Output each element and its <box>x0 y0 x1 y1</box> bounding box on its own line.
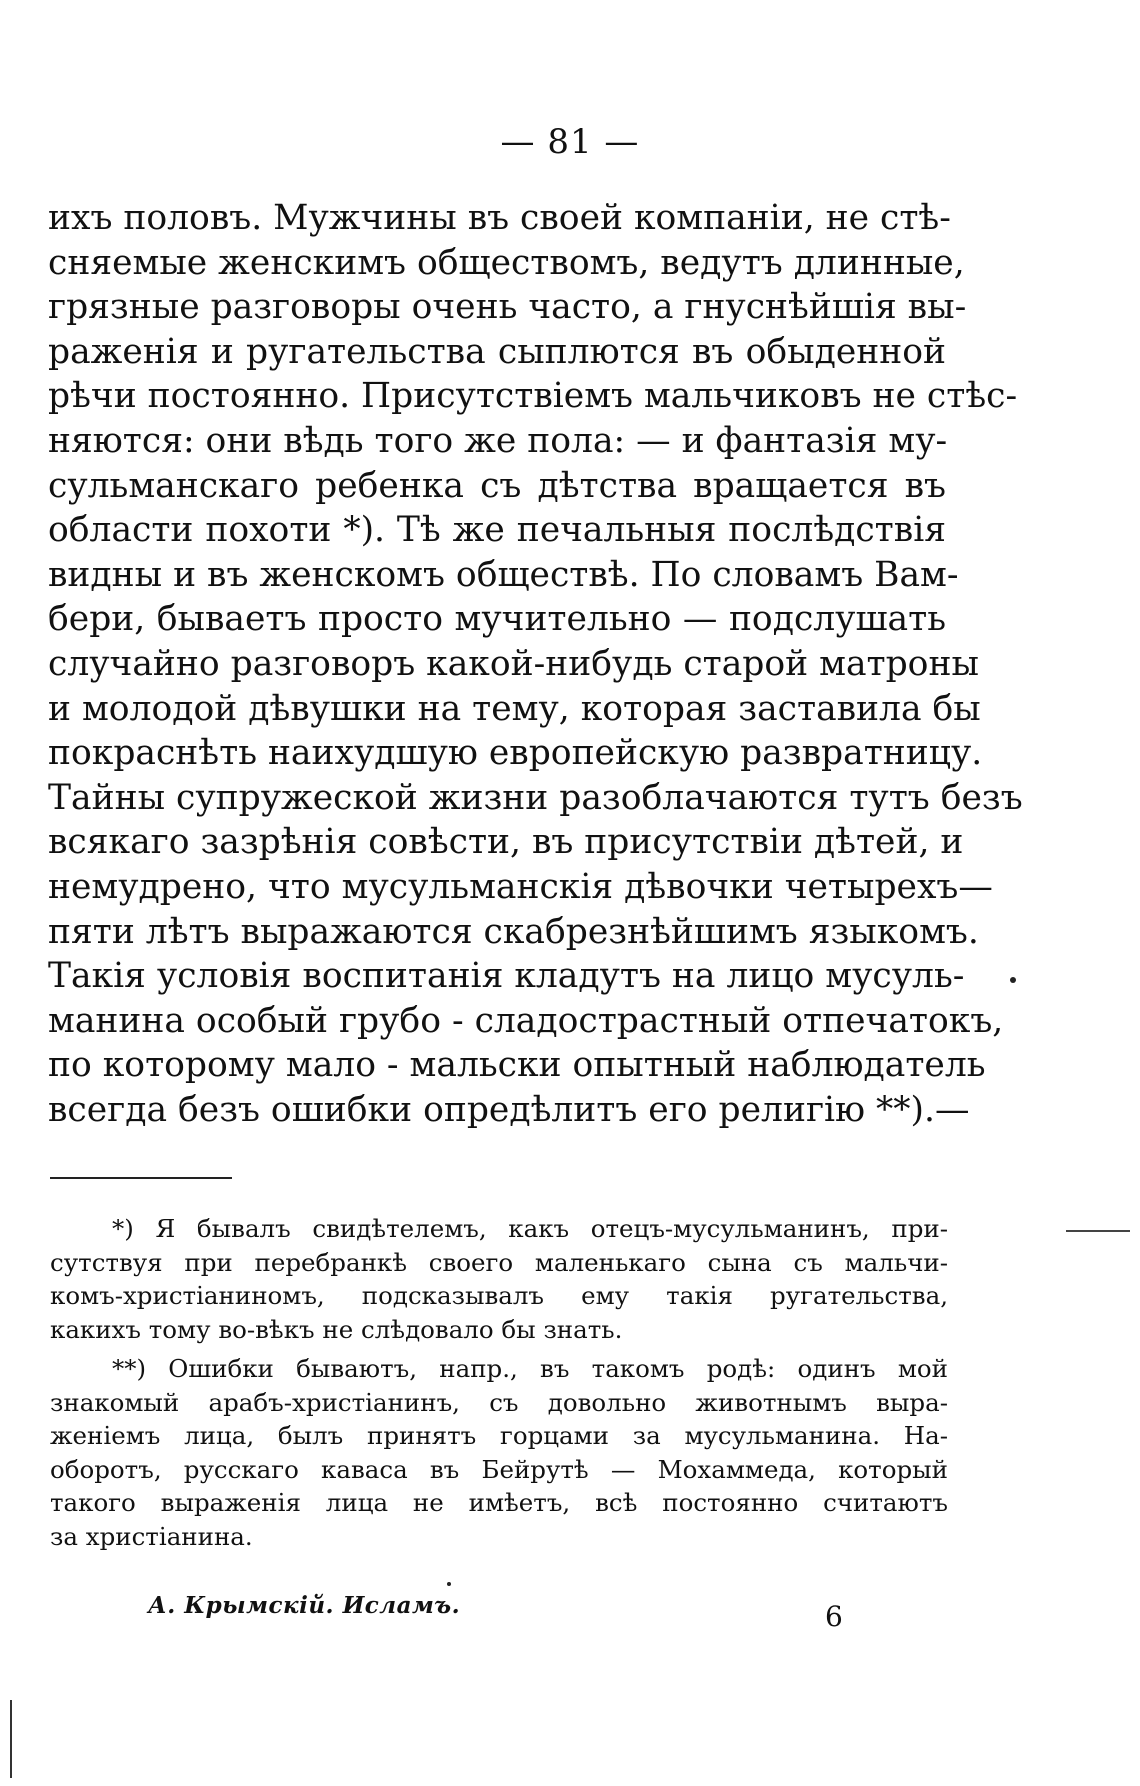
main-line: немудрено, что мусульманскія дѣвочки четырехъ— <box>48 866 993 907</box>
footnote-line: *) Я бывалъ свидѣтелемъ, какъ отецъ-мусульманинъ, при- <box>112 1214 948 1243</box>
footnote-rule <box>50 1177 232 1179</box>
footnotes <box>50 1212 948 1553</box>
footnote-line: знакомый арабъ-христіанинъ, съ довольно животнымъ выра- <box>50 1387 948 1417</box>
footnote-line: какихъ тому во-вѣкъ не слѣдовало бы знать. <box>50 1314 623 1344</box>
signature-mark: 6 <box>825 1600 843 1633</box>
signature: А. Крымскій. Исламъ. <box>148 1592 461 1619</box>
main-line: видны и въ женскомъ обществѣ. По словамъ Вам- <box>48 554 959 595</box>
speck <box>447 1582 451 1586</box>
footnote-line: сутствуя при перебранкѣ своего маленькаго сына съ мальчи- <box>50 1247 948 1277</box>
edge-line <box>10 1700 12 1778</box>
main-line: Тайны супружеской жизни разоблачаются тутъ безъ <box>48 777 1023 818</box>
main-line: ихъ половъ. Мужчины въ своей компаніи, не стѣ- <box>48 198 951 238</box>
main-text <box>48 196 1023 1132</box>
footnote-line: **) Ошибки бываютъ, напр., въ такомъ родѣ: одинъ мой <box>112 1354 948 1383</box>
main-line: манина особый грубо - сладострастный отпечатокъ, <box>48 1000 1004 1041</box>
footnote-2 <box>50 1352 948 1553</box>
main-line: покраснѣть наихудшую европейскую развратницу. <box>48 733 983 774</box>
footnote-line: такого выраженія лица не имѣетъ, всѣ постоянно считаютъ <box>50 1488 948 1517</box>
footnote-line: комъ-христіаниномъ, подсказывалъ ему такія ругательства, <box>50 1281 948 1310</box>
main-line: области похоти *). Тѣ же печальныя послѣдствія <box>48 510 946 551</box>
main-line: всякаго зазрѣнія совѣсти, въ присутствіи дѣтей, и <box>48 822 964 863</box>
main-line: по которому мало - мальски опытный наблюдатель <box>48 1045 986 1086</box>
main-line: рѣчи постоянно. Присутствіемъ мальчиковъ не стѣс- <box>48 376 1018 417</box>
main-line: и молодой дѣвушки на тему, которая заставила бы <box>48 688 981 729</box>
footnote-line: оборотъ, русскаго каваса въ Бейрутѣ — Мохаммеда, который <box>50 1454 948 1484</box>
footnote-line: за христіанина. <box>50 1521 253 1551</box>
main-line: сульманскаго ребенка съ дѣтства вращается въ <box>48 465 946 506</box>
main-line: всегда безъ ошибки опредѣлитъ его религію **).— <box>48 1089 970 1130</box>
main-line: грязные разговоры очень часто, а гнуснѣйшія вы- <box>48 287 967 328</box>
main-line: бери, бываетъ просто мучительно — подслушать <box>48 599 946 640</box>
footnote-line: женіемъ лица, былъ принятъ горцами за мусульманина. На- <box>50 1421 948 1450</box>
speck <box>1010 977 1016 983</box>
main-line: раженія и ругательства сыплются въ обыденной <box>48 331 946 372</box>
main-line: Такія условія воспитанія кладутъ на лицо мусуль- <box>48 956 965 997</box>
footnote-1 <box>50 1212 948 1346</box>
main-line: случайно разговоръ какой-нибудь старой матроны <box>48 643 979 684</box>
margin-mark <box>1066 1230 1130 1232</box>
main-line: пяти лѣтъ выражаются скабрезнѣйшимъ языкомъ. <box>48 911 979 952</box>
main-line: няются: они вѣдь того же пола: — и фантазія му- <box>48 420 948 461</box>
page-number: — 81 — <box>500 122 640 162</box>
main-line: сняемые женскимъ обществомъ, ведутъ длинные, <box>48 242 965 283</box>
